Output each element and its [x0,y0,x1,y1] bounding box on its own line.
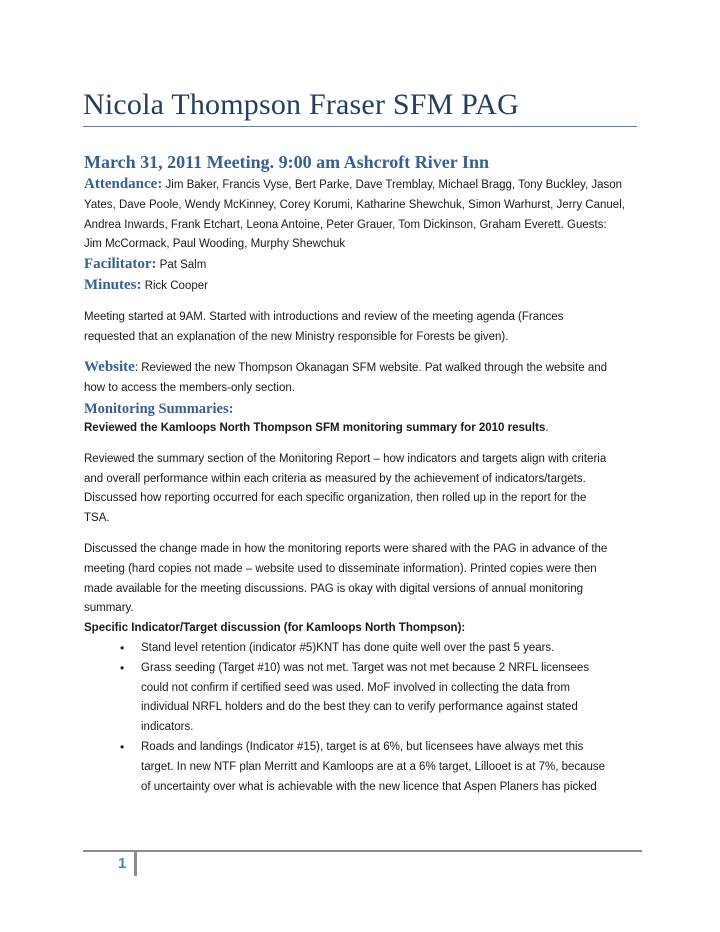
attendance-line-2: Yates, Dave Poole, Wendy McKinney, Corey Korumi, Katharine Shewchuk, Simon Warhurst, Jerry Canuel, [84,198,625,211]
monitoring-heading: Monitoring Summaries: [84,400,234,417]
minutes-label: Minutes: [84,276,142,293]
website-label: Website [84,359,135,376]
monitoring-p1-line: and overall performance within each criteria as measured by the achievement of indicators/targets. [84,472,586,485]
footer-rule-right [137,850,642,852]
monitoring-paragraph-2 [84,540,640,619]
minutes-line [84,276,640,297]
website-line-2: how to access the members-only section. [84,382,295,395]
facilitator-label: Facilitator: [84,256,157,273]
monitoring-p2-line: made available for the meeting discussions. PAG is okay with digital versions of annual monitoring [84,582,584,595]
indicator-bullet-list [84,639,640,797]
bullet-line: target. In new NTF plan Merritt and Kamloops are at a 6% target, Lillooet is at 7%, because [141,760,606,773]
bullet-icon: • [120,640,125,655]
monitoring-p2-line: meeting (hard copies not made – website used to disseminate information). Printed copies were then [84,562,597,575]
meeting-start-line-1: Meeting started at 9AM. Started with introductions and review of the meeting agenda (Frances [84,310,564,323]
monitoring-reviewed-bold: Reviewed the Kamloops North Thompson SFM monitoring summary for 2010 results [84,421,546,434]
bullet-line: Grass seeding (Target #10) was not met. Target was not met because 2 NRFL licensees [141,661,590,674]
monitoring-p1-line: TSA. [84,512,110,525]
attendance-label: Attendance: [84,176,163,192]
monitoring-p2-line: Discussed the change made in how the monitoring reports were shared with the PAG in advance of the [84,542,608,555]
monitoring-paragraph-1 [84,450,640,529]
list-item [120,738,640,797]
attendance-line-1: Jim Baker, Francis Vyse, Bert Parke, Dave Tremblay, Michael Bragg, Tony Buckley, Jason [162,179,623,191]
bullet-line: Roads and landings (Indicator #15), target is at 6%, but licensees have always met this [141,740,584,753]
monitoring-reviewed-line [84,419,640,439]
bullet-line: Stand level retention (indicator #5)KNT has done quite well over the past 5 years. [141,641,555,654]
document-title: Nicola Thompson Fraser SFM PAG [83,88,520,121]
meeting-heading: March 31, 2011 Meeting. 9:00 am Ashcroft River Inn [84,152,489,172]
monitoring-p1-line: Reviewed the summary section of the Monitoring Report – how indicators and targets align with criteria [84,452,607,465]
website-line-1: : Reviewed the new Thompson Okanagan SFM website. Pat walked through the website and [134,362,608,375]
bullet-icon: • [120,739,125,754]
attendance-line-4: Jim McCormack, Paul Wooding, Murphy Shewchuk [84,238,346,251]
title-divider [83,126,637,127]
bullet-line: of uncertainty over what is achievable with the new licence that Aspen Planers has picked [141,780,597,793]
facilitator-value: Pat Salm [156,259,207,272]
bullet-icon: • [120,660,125,675]
website-section [84,358,640,399]
specific-heading: Specific Indicator/Target discussion (for Kamloops North Thompson): [84,622,466,635]
bullet-line: could not confirm if certified seed was used. MoF involved in collecting the data from [141,681,570,694]
attendance-line-3: Andrea Inwards, Frank Etchart, Leona Antoine, Peter Grauer, Tom Dickinson, Graham Everett. Guests: [84,218,607,231]
bullet-line: indicators. [141,721,194,734]
facilitator-line [84,255,640,276]
monitoring-reviewed-period: . [545,421,549,434]
list-item [120,659,640,738]
monitoring-p1-line: Discussed how reporting occurred for each specific organization, then rolled up in the report for the [84,492,587,505]
meeting-start-line-2: requested that an explanation of the new Ministry responsible for Forests be given). [84,330,509,343]
footer-divider [134,850,137,876]
attendance-section [84,175,640,255]
footer-rule-left [83,850,135,852]
meeting-start-paragraph [84,308,640,348]
page-number: 1 [118,855,127,872]
document-body [84,149,640,797]
list-item [120,639,640,659]
minutes-value: Rick Cooper [141,279,208,292]
bullet-line: individual NRFL holders and do the best they can to verify performance against stated [141,701,578,714]
monitoring-p2-line: summary. [84,602,134,615]
